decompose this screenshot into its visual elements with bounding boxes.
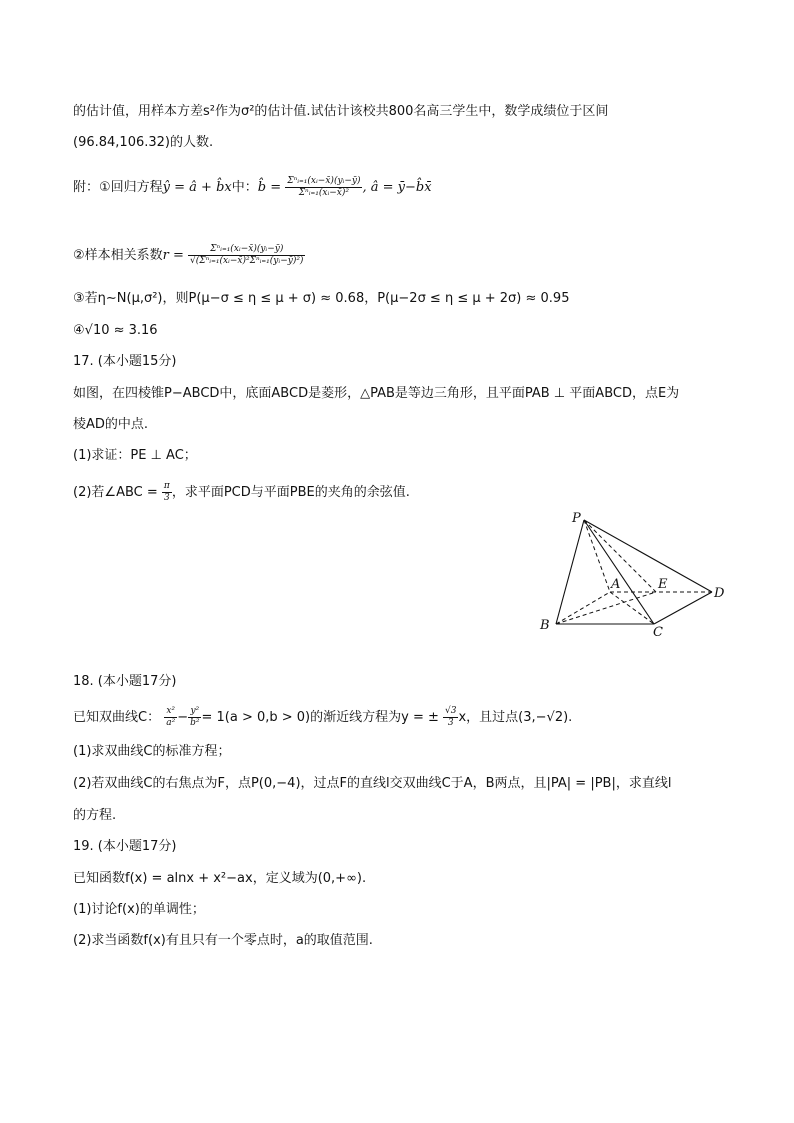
b-hat-numerator: Σⁿᵢ₌₁(xᵢ−x̄)(yᵢ−ȳ) (287, 176, 361, 186)
label-B: B (540, 618, 550, 633)
appendix-mid: 中： (231, 180, 258, 195)
q17-part2 (73, 481, 410, 504)
edge-AC (610, 592, 654, 624)
q19-part1: (1)讨论f(x)的单调性； (73, 902, 205, 917)
q19-header: 19. (本小题17分) (73, 839, 177, 854)
y2-over-b2 (188, 706, 201, 729)
label-D: D (714, 586, 725, 601)
q17-part2-prefix: (2)若∠ABC = (73, 485, 158, 500)
angle-denominator: 3 (164, 493, 170, 503)
q18-part2-line2: 的方程. (73, 808, 117, 823)
q18-body-suffix: x，且过点(3,−√2). (458, 710, 573, 725)
appendix-label: 附：①回归方程 (73, 180, 163, 195)
regression-equation: ŷ = â + b̂x (162, 180, 232, 195)
q19-body: 已知函数f(x) = alnx + x²−ax，定义域为(0,+∞). (73, 871, 367, 886)
b-hat-fraction (285, 176, 362, 199)
appendix-correlation (73, 244, 305, 267)
b-hat-denominator: Σⁿᵢ₌₁(xᵢ−x̄)² (298, 188, 350, 198)
appendix-regression (73, 176, 432, 199)
appendix-sqrt10: ④√10 ≈ 3.16 (73, 323, 158, 338)
b2: b² (190, 718, 200, 728)
label-P: P (572, 511, 581, 526)
q18-part1: (1)求双曲线C的标准方程； (73, 744, 231, 759)
sqrt3: √3 (445, 706, 457, 716)
edge-BA (556, 592, 610, 624)
b-hat-symbol: b̂ = (257, 180, 282, 195)
label-E: E (658, 577, 668, 592)
q17-header: 17. (本小题15分) (73, 354, 177, 369)
edge-PB (556, 520, 584, 624)
text-line-estimate: 的估计值，用样本方差s²作为σ²的估计值.试估计该校共800名高三学生中，数学成绩位于区间 (73, 104, 609, 119)
q18-part2-line1: (2)若双曲线C的右焦点为F，点P(0,−4)，过点F的直线l交双曲线C于A，B两点，且|PA| = |PB|，求直线l (73, 776, 672, 791)
q17-body-line2: 棱AD的中点. (73, 417, 149, 432)
q18-body-middle: = 1(a > 0,b > 0)的渐近线方程为y = ± (201, 710, 439, 725)
q17-body-line1: 如图，在四棱锥P−ABCD中，底面ABCD是菱形，△PAB是等边三角形，且平面PAB ⊥ 平面ABCD，点E为 (73, 386, 680, 401)
correlation-label: ②样本相关系数 (73, 248, 163, 263)
text-line-interval: (96.84,106.32)的人数. (73, 135, 214, 150)
edge-BE (556, 592, 656, 624)
angle-numerator: π (163, 481, 170, 491)
q17-part1: (1)求证：PE ⊥ AC； (73, 448, 197, 463)
angle-fraction (162, 481, 172, 504)
r-symbol: r = (162, 248, 184, 263)
a-hat-equation: , â = ȳ−b̂x̄ (362, 180, 432, 195)
edge-PA (584, 520, 610, 592)
r-denominator: √(Σⁿᵢ₌₁(xᵢ−x̄)²Σⁿᵢ₌₁(yᵢ−ȳ)²) (190, 256, 304, 266)
label-A: A (611, 577, 621, 592)
sqrt3-over-3 (443, 706, 458, 729)
y2: y² (188, 706, 201, 718)
pyramid-figure (536, 508, 736, 643)
edge-PC (584, 520, 654, 624)
minus-sign: − (177, 710, 189, 725)
r-fraction (188, 244, 305, 267)
q18-header: 18. (本小题17分) (73, 674, 177, 689)
appendix-normal-distribution: ③若η∼N(μ,σ²)，则P(μ−σ ≤ η ≤ μ + σ) ≈ 0.68，P(μ−2σ ≤ η ≤ μ + 2σ) ≈ 0.95 (73, 291, 570, 306)
q18-body (73, 706, 572, 729)
edge-PD (584, 520, 712, 592)
q19-part2: (2)求当函数f(x)有且只有一个零点时，a的取值范围. (73, 933, 373, 948)
q17-part2-suffix: ，求平面PCD与平面PBE的夹角的余弦值. (171, 485, 410, 500)
x2-over-a2 (164, 706, 177, 729)
r-numerator: Σⁿᵢ₌₁(xᵢ−x̄)(yᵢ−ȳ) (188, 244, 305, 256)
x2: x² (164, 706, 177, 718)
a2: a² (166, 718, 176, 728)
three: 3 (447, 718, 454, 728)
q18-body-prefix: 已知双曲线C： (73, 710, 161, 725)
label-C: C (653, 625, 663, 640)
edge-CD (654, 592, 712, 624)
